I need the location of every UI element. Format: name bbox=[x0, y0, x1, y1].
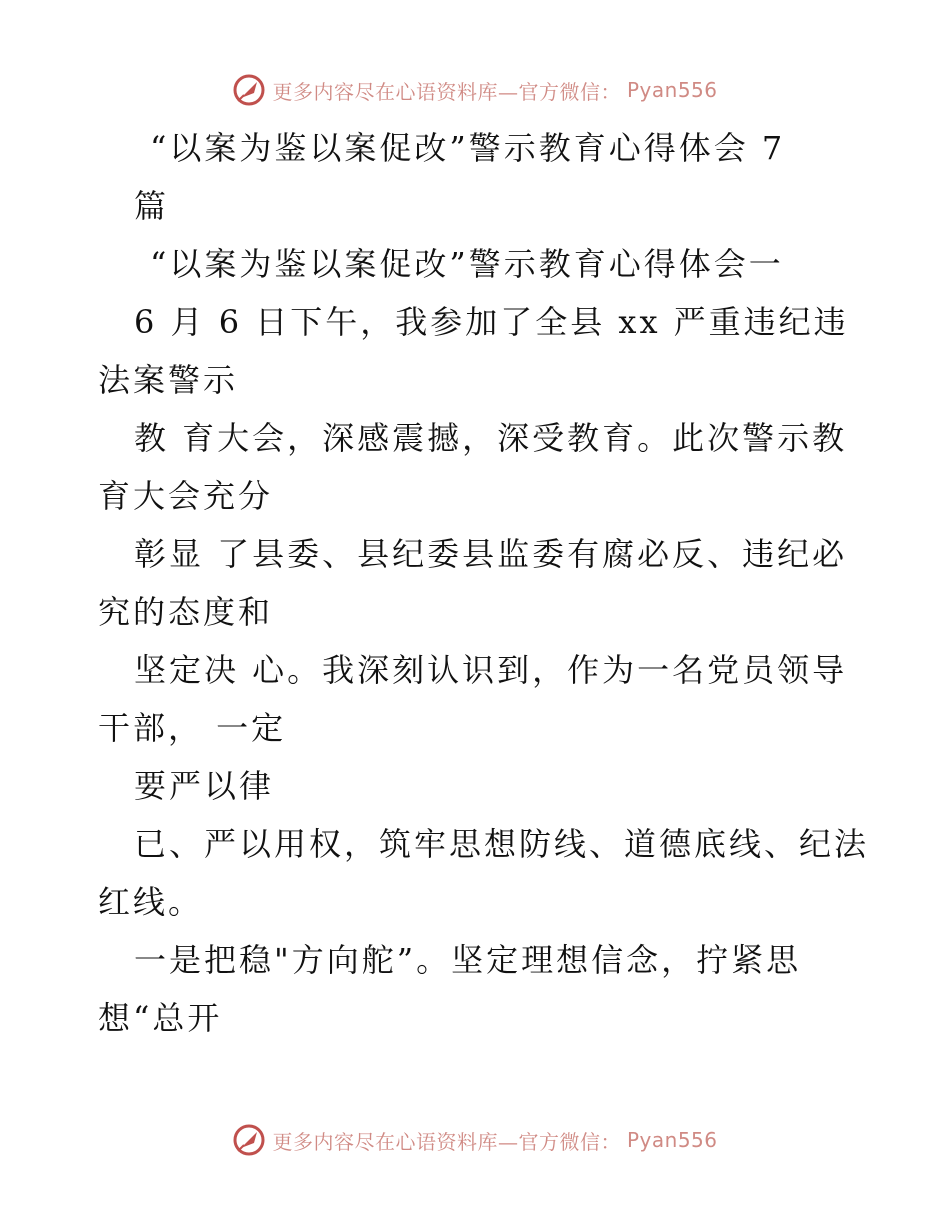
watermark-text: 更多内容尽在心语资料库—官方微信： bbox=[272, 1129, 621, 1154]
doc-paragraph-line: 要严以律 bbox=[134, 767, 275, 805]
doc-title-line-1: “以案为鉴以案促改”警示教育心得体会 7 bbox=[150, 129, 786, 167]
doc-paragraph-line: 育大会充分 bbox=[98, 477, 274, 515]
doc-section-heading: “以案为鉴以案促改”警示教育心得体会一 bbox=[150, 245, 784, 283]
doc-paragraph-line: 彰显 了县委、县纪委县监委有腐必反、违纪必 bbox=[134, 535, 848, 573]
doc-paragraph-line: 想“总开 bbox=[98, 999, 223, 1037]
doc-title-line-2: 篇 bbox=[134, 187, 170, 225]
doc-paragraph-line: 教 育大会，深感震撼，深受教育。此次警示教 bbox=[134, 419, 848, 457]
doc-paragraph-line: 究的态度和 bbox=[98, 593, 274, 631]
doc-paragraph-line: 6 月 6 日下午，我参加了全县 xx 严重违纪违 bbox=[134, 303, 849, 341]
doc-paragraph-line: 干部， 一定 bbox=[98, 709, 287, 747]
doc-paragraph-line: 坚定决 心。我深刻认识到，作为一名党员领导 bbox=[134, 651, 848, 689]
doc-paragraph-line: 法案警示 bbox=[98, 361, 239, 399]
doc-paragraph-line: 红线。 bbox=[98, 883, 204, 921]
watermark-text: 更多内容尽在心语资料库—官方微信： bbox=[272, 79, 621, 104]
footer-watermark bbox=[0, 1120, 950, 1160]
watermark-account: Pyan556 bbox=[626, 1128, 718, 1152]
header-watermark bbox=[0, 70, 950, 110]
quill-logo-icon bbox=[232, 73, 266, 107]
quill-logo-icon bbox=[232, 1123, 266, 1157]
doc-paragraph-line: 已、严以用权，筑牢思想防线、道德底线、纪法 bbox=[134, 825, 870, 863]
doc-paragraph-line: 一是把稳"方向舵”。坚定理想信念，拧紧思 bbox=[134, 941, 802, 979]
watermark-account: Pyan556 bbox=[626, 78, 718, 102]
